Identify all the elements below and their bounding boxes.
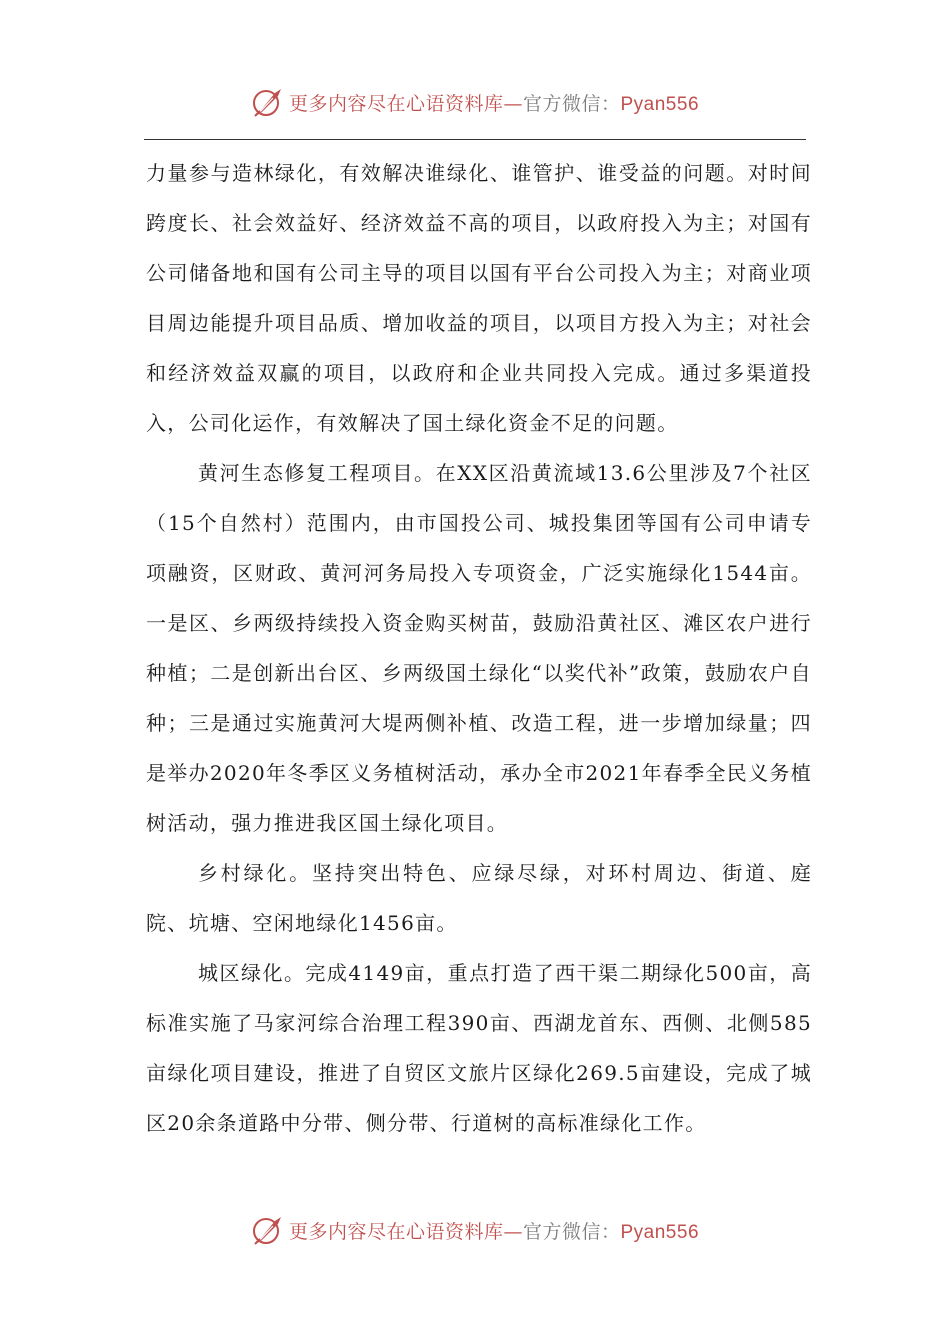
- header-wechat-id: Pyan556: [620, 93, 700, 115]
- document-body: [146, 148, 812, 1148]
- header-official-text: 官方微信：: [522, 92, 621, 115]
- paragraph-4: 城区绿化。完成4149亩，重点打造了西干渠二期绿化500亩，高标准实施了马家河综合治理工程390亩、西湖龙首东、西侧、北侧585亩绿化项目建设，推进了自贸区文旅片区绿化269.5亩建设，完成了城区20余条道路中分带、侧分带、行道树的高标准绿化工作。: [146, 961, 812, 1135]
- header-dash: —: [503, 92, 523, 115]
- header-banner: [0, 82, 950, 122]
- paragraph-2: 黄河生态修复工程项目。在XX区沿黄流域13.6公里涉及7个社区（15个自然村）范围内，由市国投公司、城投集团等国有公司申请专项融资，区财政、黄河河务局投入专项资金，广泛实施绿化1544亩。一是区、乡两级持续投入资金购买树苗，鼓励沿黄社区、滩区农户进行种植；二是创新出台区、乡两级国土绿化“以奖代补”政策，鼓励农户自种；三是通过实施黄河大堤两侧补植、改造工程，进一步增加绿量；四是举办2020年冬季区义务植树活动，承办全市2021年春季全民义务植树活动，强力推进我区国土绿化项目。: [146, 461, 812, 835]
- header-text: [289, 89, 699, 116]
- quill-pen-logo-icon: [251, 85, 285, 119]
- header-divider: [144, 139, 806, 140]
- footer-brand-text: 更多内容尽在心语资料库: [288, 1220, 504, 1243]
- header-brand-text: 更多内容尽在心语资料库: [288, 92, 504, 115]
- footer-banner: [0, 1210, 950, 1250]
- footer-text: [289, 1217, 699, 1244]
- footer-dash: —: [503, 1220, 523, 1243]
- footer-wechat-id: Pyan556: [620, 1221, 700, 1243]
- paragraph-3: 乡村绿化。坚持突出特色、应绿尽绿，对环村周边、街道、庭院、坑塘、空闲地绿化1456亩。: [146, 861, 812, 935]
- paragraph-1: 力量参与造林绿化，有效解决谁绿化、谁管护、谁受益的问题。对时间跨度长、社会效益好、经济效益不高的项目，以政府投入为主；对国有公司储备地和国有公司主导的项目以国有平台公司投入为主；对商业项目周边能提升项目品质、增加收益的项目，以项目方投入为主；对社会和经济效益双赢的项目，以政府和企业共同投入完成。通过多渠道投入，公司化运作，有效解决了国土绿化资金不足的问题。: [146, 161, 812, 435]
- footer-official-text: 官方微信：: [522, 1220, 621, 1243]
- quill-pen-logo-icon: [251, 1213, 285, 1247]
